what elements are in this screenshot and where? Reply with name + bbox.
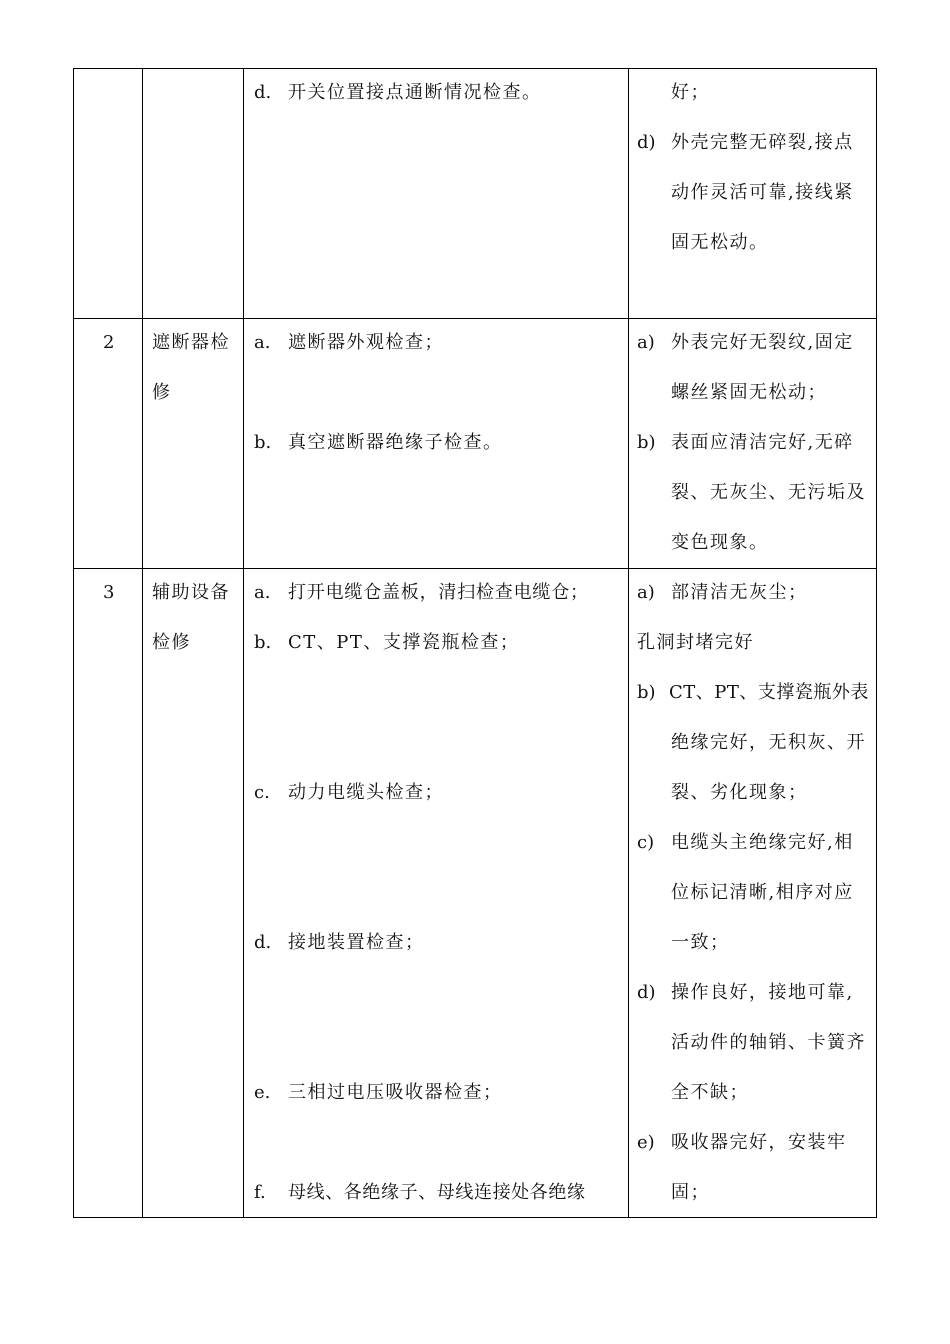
standard-text: 外壳完整无碎裂,接点 [671, 132, 854, 153]
standard-text: 裂、无灰尘、无污垢及 [671, 482, 866, 503]
content-marker: a. [254, 332, 271, 353]
column-divider [142, 69, 143, 1217]
content-text: 遮断器外观检查； [288, 332, 444, 353]
standard-text: 一致； [671, 932, 730, 953]
item-name: 遮断器检 [152, 332, 230, 353]
standard-text: 位标记清晰,相序对应 [671, 882, 854, 903]
standard-text: 电缆头主绝缘完好,相 [671, 832, 854, 853]
standard-marker: d) [637, 982, 656, 1003]
standard-text: 操作良好，接地可靠, [671, 982, 854, 1003]
standard-marker: a) [637, 332, 655, 353]
standard-text: 表面应清洁完好,无碎 [671, 432, 854, 453]
standard-text: 全不缺； [671, 1082, 749, 1103]
standard-marker: a) [637, 582, 655, 603]
item-name: 修 [152, 382, 172, 403]
standard-text: 绝缘完好，无积灰、开 [671, 732, 866, 753]
content-marker: d. [254, 932, 272, 953]
standard-text: 部清洁无灰尘； [671, 582, 808, 603]
standard-text: 固； [671, 1182, 710, 1203]
column-divider [628, 69, 629, 1217]
content-text: 母线、各绝缘子、母线连接处各绝缘 [288, 1182, 586, 1203]
content-marker: b. [254, 432, 272, 453]
content-text: CT、PT、支撑瓷瓶检查； [288, 632, 520, 653]
standard-marker: e) [637, 1132, 655, 1153]
content-text: 动力电缆头检查； [288, 782, 444, 803]
item-name: 辅助设备 [152, 582, 230, 603]
content-marker: a. [254, 582, 271, 603]
standard-text: 好； [671, 82, 710, 103]
content-text: 接地装置检查； [288, 932, 425, 953]
content-marker: f. [254, 1182, 266, 1203]
standard-marker: b) [637, 432, 656, 453]
row-number: 2 [103, 332, 115, 353]
standard-text: 吸收器完好，安装牢 [671, 1132, 847, 1153]
standard-text: 固无松动。 [671, 232, 769, 253]
content-text: 开关位置接点通断情况检查。 [288, 82, 542, 103]
row-number: 3 [103, 582, 115, 603]
standard-text: CT、PT、支撑瓷瓶外表 [669, 682, 869, 703]
standard-text: 活动件的轴销、卡簧齐 [671, 1032, 866, 1053]
standard-text: 孔洞封堵完好 [637, 632, 754, 653]
standard-text: 外表完好无裂纹,固定 [671, 332, 854, 353]
content-marker: c. [254, 782, 270, 803]
standard-text: 裂、劣化现象； [671, 782, 808, 803]
standard-marker: b) [637, 682, 656, 703]
content-marker: d. [254, 82, 272, 103]
row-divider [74, 318, 876, 319]
standard-text: 动作灵活可靠,接线紧 [671, 182, 854, 203]
standard-marker: d) [637, 132, 656, 153]
standard-text: 螺丝紧固无松动； [671, 382, 827, 403]
content-text: 打开电缆仓盖板，清扫检查电缆仓； [288, 582, 589, 603]
content-marker: b. [254, 632, 272, 653]
item-name: 检修 [152, 632, 191, 653]
standard-text: 变色现象。 [671, 532, 769, 553]
content-marker: e. [254, 1082, 271, 1103]
content-text: 三相过电压吸收器检查； [288, 1082, 503, 1103]
column-divider [243, 69, 244, 1217]
row-divider [74, 568, 876, 569]
standard-marker: c) [637, 832, 655, 853]
content-text: 真空遮断器绝缘子检查。 [288, 432, 503, 453]
